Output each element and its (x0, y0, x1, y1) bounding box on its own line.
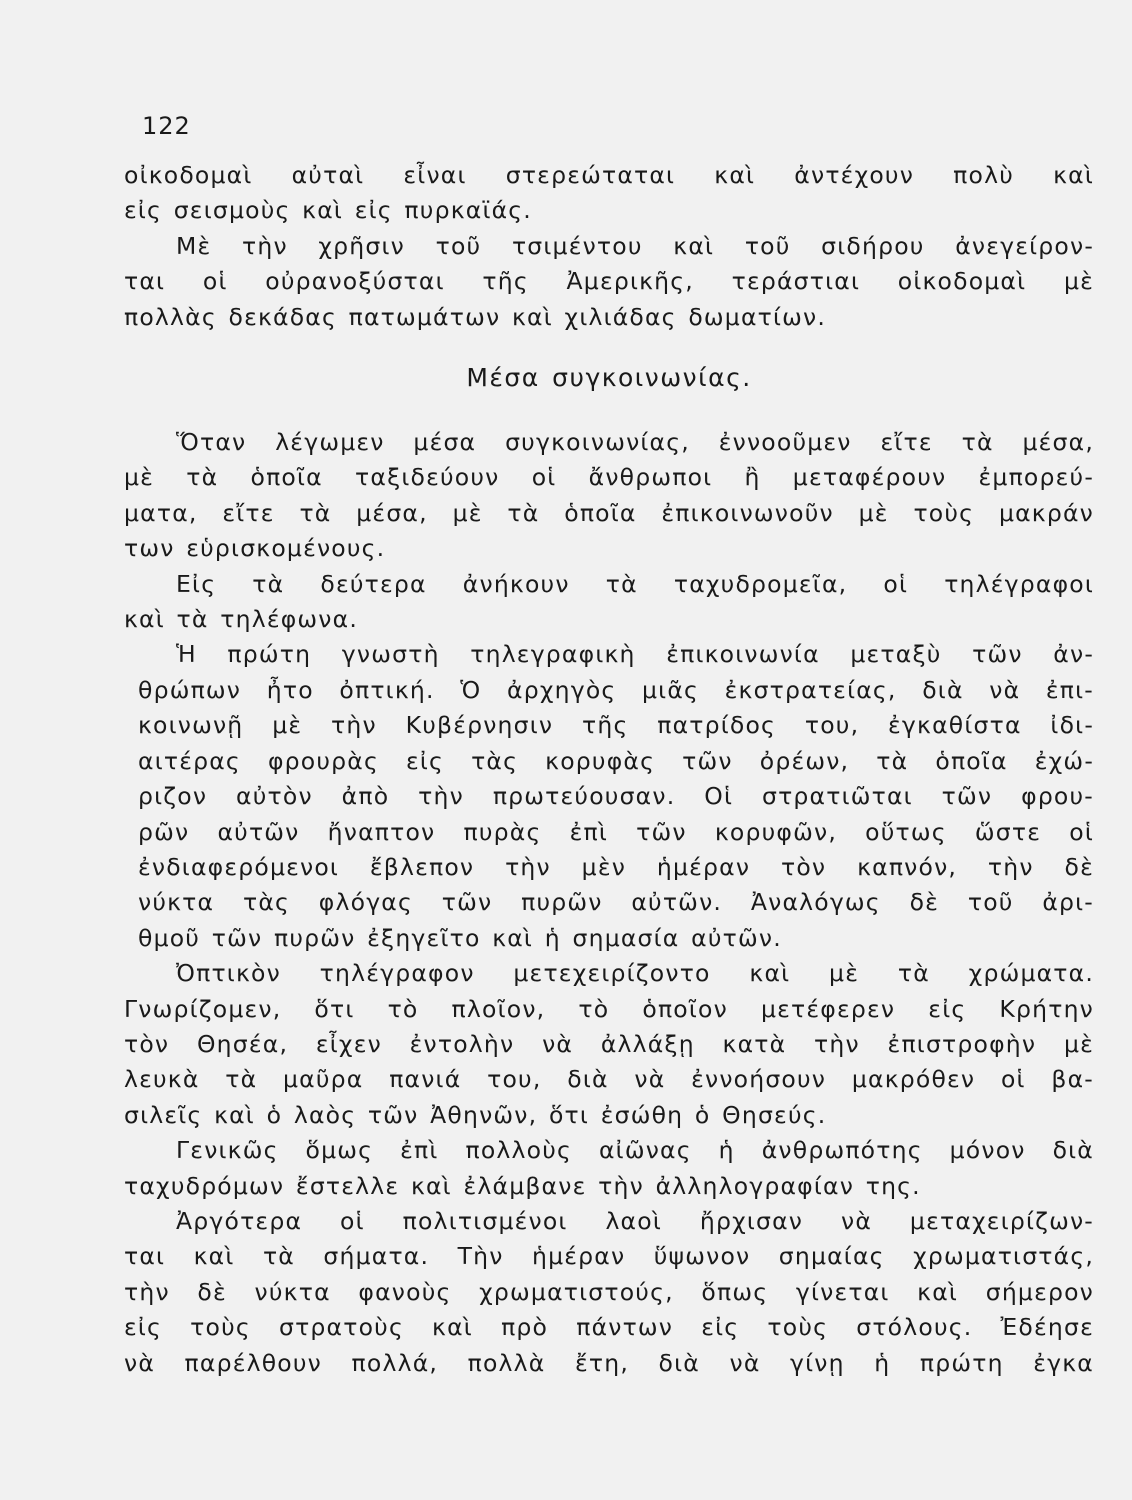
text-line: τὸν Θησέα, εἶχεν ἐντολὴν νὰ ἀλλάξῃ κατὰ τὴν ἐπιστροφὴν μὲ (124, 1029, 1094, 1058)
text-line: των εὑρισκομένους. (124, 534, 386, 563)
text-line: πολλὰς δεκάδας πατωμάτων καὶ χιλιάδας δωματίων. (124, 302, 827, 331)
text-line: ριζον αὐτὸν ἀπὸ τὴν πρωτεύουσαν. Οἱ στρατιῶται τῶν φρου- (138, 782, 1094, 811)
text-line: νὰ παρέλθουν πολλά, πολλὰ ἔτη, διὰ νὰ γίνῃ ἡ πρώτη ἐγκα (124, 1348, 1094, 1377)
text-line: λευκὰ τὰ μαῦρα πανιά του, διὰ νὰ ἐννοήσουν μακρόθεν οἱ βα- (124, 1065, 1094, 1094)
text-line: θρώπων ἦτο ὀπτική. Ὁ ἀρχηγὸς μιᾶς ἐκστρατείας, διὰ νὰ ἐπι- (138, 675, 1094, 704)
text-line: καὶ τὰ τηλέφωνα. (124, 605, 358, 634)
text-line: Εἰς τὰ δεύτερα ἀνήκουν τὰ ταχυδρομεῖα, οἱ τηλέγραφοι (176, 569, 1094, 598)
text-line: ται οἱ οὐρανοξύσται τῆς Ἀμερικῆς, τεράστιαι οἰκοδομαὶ μὲ (124, 267, 1094, 296)
text-line: ται καὶ τὰ σήματα. Τὴν ἡμέραν ὕψωνον σημαίας χρωματιστάς, (124, 1242, 1094, 1271)
text-line: Γενικῶς ὅμως ἐπὶ πολλοὺς αἰῶνας ἡ ἀνθρωπότης μόνον διὰ (176, 1136, 1094, 1165)
text-line: μὲ τὰ ὁποῖα ταξιδεύουν οἱ ἄνθρωποι ἢ μεταφέρουν ἐμπορεύ- (124, 463, 1094, 492)
text-line: εἰς τοὺς στρατοὺς καὶ πρὸ πάντων εἰς τοὺς στόλους. Ἐδέησε (124, 1313, 1094, 1342)
text-line: ἐνδιαφερόμενοι ἔβλεπον τὴν μὲν ἡμέραν τὸν καπνόν, τὴν δὲ (138, 852, 1094, 881)
section-heading: Μέσα συγκοινωνίας. (466, 363, 752, 393)
text-line: Μὲ τὴν χρῆσιν τοῦ τσιμέντου καὶ τοῦ σιδήρου ἀνεγείρον- (176, 231, 1094, 260)
text-line: θμοῦ τῶν πυρῶν ἐξηγεῖτο καὶ ἡ σημασία αὐτῶν. (138, 923, 782, 952)
text-line: οἰκοδομαὶ αὐταὶ εἶναι στερεώταται καὶ ἀντέχουν πολὺ καὶ (124, 161, 1094, 189)
body-text (124, 158, 1094, 1381)
text-line: Γνωρίζομεν, ὅτι τὸ πλοῖον, τὸ ὁποῖον μετέφερεν εἰς Κρήτην (124, 994, 1094, 1023)
text-line: τὴν δὲ νύκτα φανοὺς χρωματιστούς, ὅπως γίνεται καὶ σήμερον (124, 1277, 1094, 1306)
text-line: εἰς σεισμοὺς καὶ εἰς πυρκαϊάς. (124, 196, 532, 225)
text-line: ματα, εἴτε τὰ μέσα, μὲ τὰ ὁποῖα ἐπικοινωνοῦν μὲ τοὺς μακράν (124, 498, 1094, 527)
text-line: αιτέρας φρουρὰς εἰς τὰς κορυφὰς τῶν ὀρέων, τὰ ὁποῖα ἐχώ- (138, 746, 1094, 775)
text-line: ταχυδρόμων ἔστελλε καὶ ἐλάμβανε τὴν ἀλληλογραφίαν της. (124, 1171, 921, 1200)
text-line: σιλεῖς καὶ ὁ λαὸς τῶν Ἀθηνῶν, ὅτι ἐσώθη ὁ Θησεύς. (124, 1100, 827, 1129)
text-line: κοινωνῇ μὲ τὴν Κυβέρνησιν τῆς πατρίδος του, ἐγκαθίστα ἰδι- (138, 711, 1094, 740)
page-number: 122 (142, 112, 191, 140)
text-line: Ὅταν λέγωμεν μέσα συγκοινωνίας, ἐννοοῦμεν εἴτε τὰ μέσα, (176, 428, 1094, 457)
text-line: ρῶν αὐτῶν ἤναπτον πυρὰς ἐπὶ τῶν κορυφῶν, οὕτως ὥστε οἱ (138, 817, 1094, 846)
text-line: Ἀργότερα οἱ πολιτισμένοι λαοὶ ἤρχισαν νὰ μεταχειρίζων- (176, 1206, 1094, 1235)
text-line: Ὀπτικὸν τηλέγραφον μετεχειρίζοντο καὶ μὲ τὰ χρώματα. (176, 959, 1094, 988)
text-line: Ἡ πρώτη γνωστὴ τηλεγραφικὴ ἐπικοινωνία μεταξὺ τῶν ἀν- (176, 640, 1094, 669)
text-line: νύκτα τὰς φλόγας τῶν πυρῶν αὐτῶν. Ἀναλόγως δὲ τοῦ ἀρι- (138, 888, 1094, 917)
